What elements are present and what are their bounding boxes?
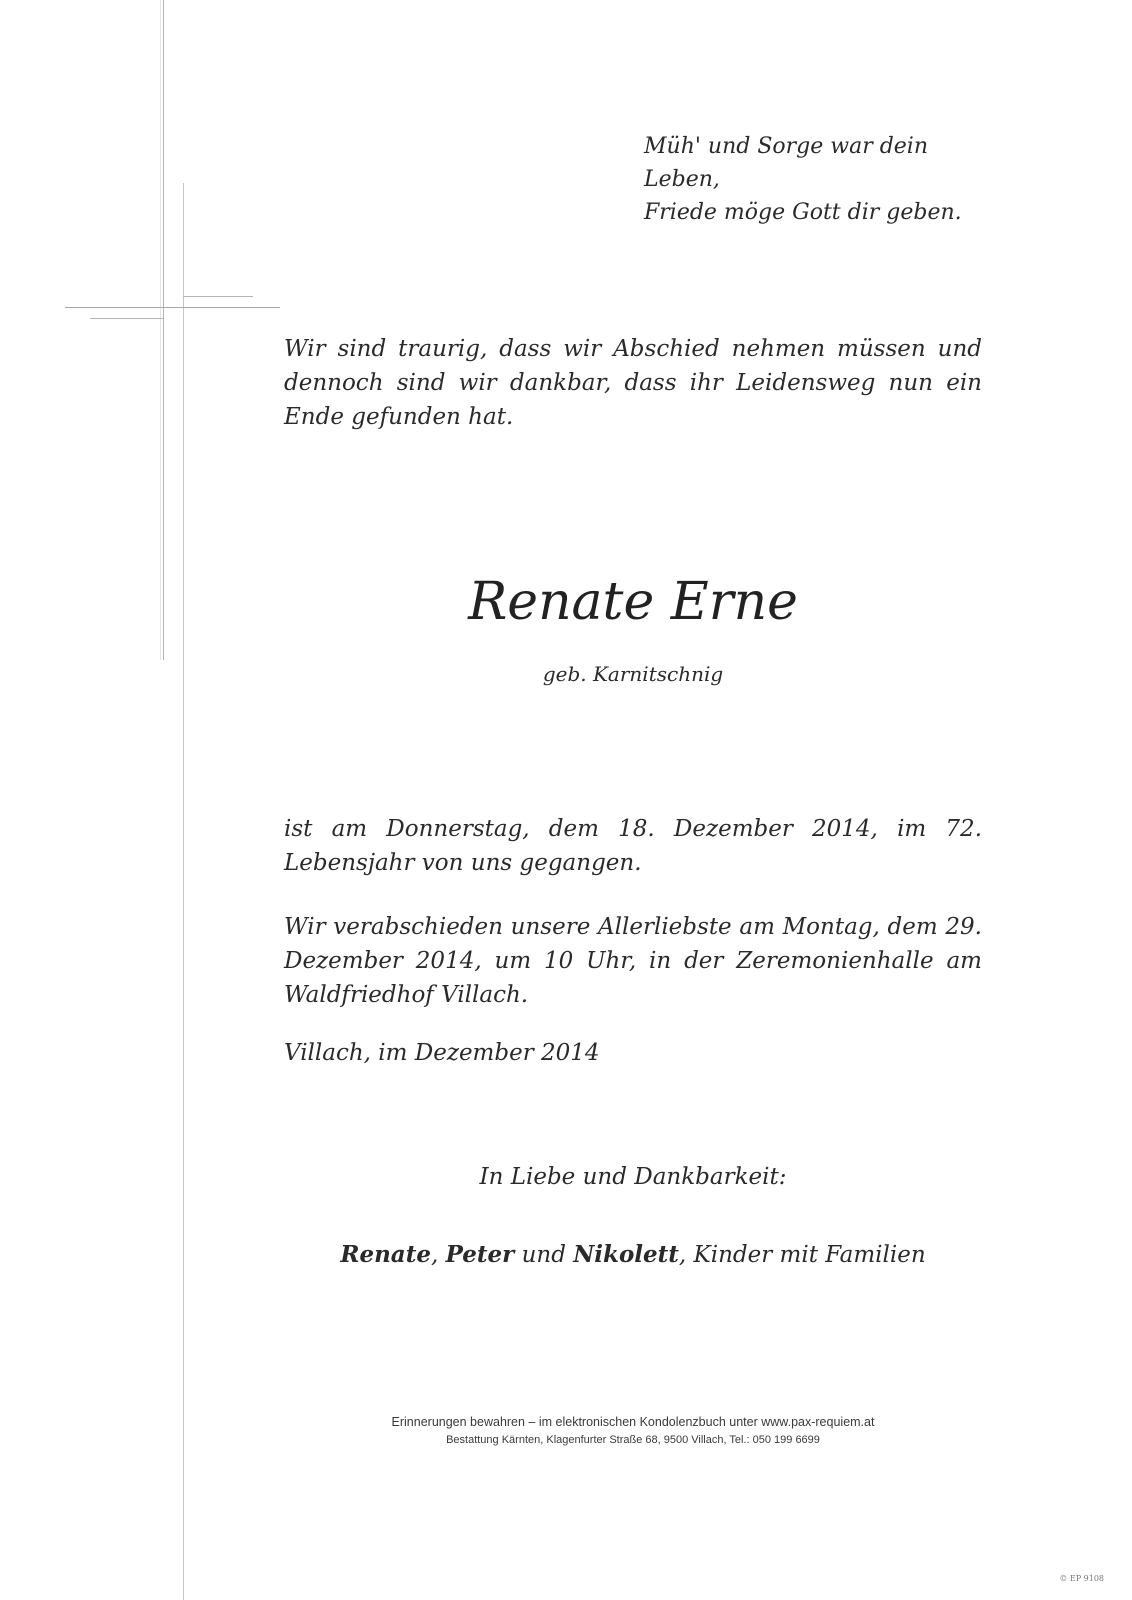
family-name-2: Peter [445, 1241, 515, 1268]
passing-paragraph: ist am Donnerstag, dem 18. Dezember 2014, im 72. Lebensjahr von uns gegangen. [284, 816, 982, 876]
family-sep-1: , [430, 1242, 446, 1268]
motto-line-2: Friede möge Gott dir geben. [644, 200, 962, 225]
motto-line-1: Müh' und Sorge war dein Leben, [644, 134, 929, 192]
family-signature [284, 1238, 982, 1272]
deceased-name: Renate Erne [468, 572, 798, 632]
closing-line: In Liebe und Dankbarkeit: [479, 1164, 787, 1190]
family-sep-2: und [514, 1242, 574, 1268]
cross-vertical-outer [163, 0, 164, 660]
intro-paragraph: Wir sind traurig, dass wir Abschied nehmen müssen und dennoch sind wir dankbar, dass ihr Leidensweg nun ein Ende gefunden hat. [284, 336, 982, 430]
cross-horizontal-left [90, 318, 164, 319]
footer-address-line: Bestattung Kärnten, Klagenfurter Straße 68, 9500 Villach, Tel.: 050 199 6699 [446, 1434, 820, 1446]
place-date: Villach, im Dezember 2014 [284, 1040, 600, 1066]
motto-verse [644, 130, 1004, 229]
maiden-name: geb. Karnitschnig [542, 662, 724, 686]
cross-horizontal-bar [65, 307, 280, 308]
cross-horizontal-right [183, 296, 253, 297]
funeral-paragraph: Wir verabschieden unsere Allerliebste am Montag, dem 29. Dezember 2014, um 10 Uhr, in der Zeremonienhalle am Waldfriedhof Villach. [284, 914, 982, 1008]
print-code: © EP 9108 [1059, 1574, 1104, 1583]
footer-condolence-line: Erinnerungen bewahren – im elektronischen Kondolenzbuch unter www.pax-requiem.at [391, 1415, 875, 1429]
family-name-1: Renate [340, 1241, 431, 1268]
cross-vertical-inner [183, 183, 184, 1600]
family-suffix: , Kinder mit Familien [678, 1242, 926, 1268]
family-name-3: Nikolett [573, 1241, 679, 1268]
cross-shadow-line [160, 0, 161, 660]
